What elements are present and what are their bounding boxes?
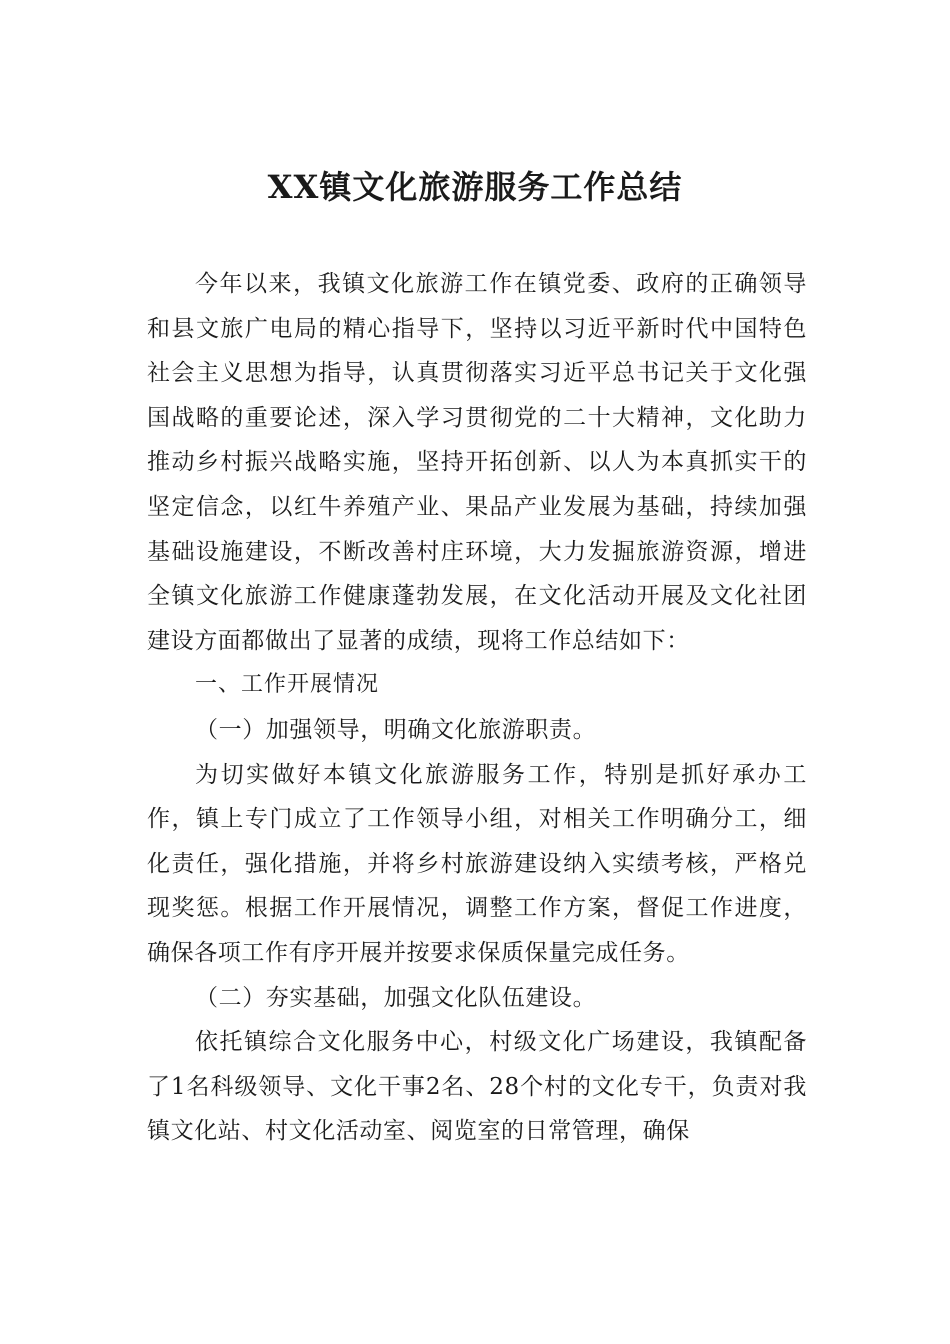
section-heading-1: 一、工作开展情况 [195, 672, 380, 698]
intro-paragraph: 今年以来，我镇文化旅游工作在镇党委、政府的正确领导和县文旅广电局的精心指导下，坚持以习近平新时代中国特色社会主义思想为指导，认真贯彻落实习近平总书记关于文化强国战略的重要论述，深入学习贯彻党的二十大精神，文化助力推动乡村振兴战略实施，坚持开拓创新、以人为本真抓实干的坚定信念，以红牛养殖产业、果品产业发展为基础，持续加强基础设施建设，不断改善村庄环境，大力发掘旅游资源，增进全镇文化旅游工作健康蓬勃发展，在文化活动开展及文化社团建设方面都做出了显著的成绩，现将工作总结如下： [147, 271, 807, 654]
document-body [147, 262, 807, 1154]
document-title: XX镇文化旅游服务工作总结 [267, 168, 683, 206]
subsection-paragraph-2: 依托镇综合文化服务中心，村级文化广场建设，我镇配备了1名科级领导、文化干事2名、28个村的文化专干，负责对我镇文化站、村文化活动室、阅览室的日常管理，确保 [147, 1029, 807, 1145]
subsection-paragraph-1: 为切实做好本镇文化旅游服务工作，特别是抓好承办工作，镇上专门成立了工作领导小组，对相关工作明确分工，细化责任，强化措施，并将乡村旅游建设纳入实绩考核，严格兑现奖惩。根据工作开展情况，调整工作方案，督促工作进度，确保各项工作有序开展并按要求保质保量完成任务。 [147, 761, 807, 966]
subsection-heading-2: （二）夯实基础，加强文化队伍建设。 [195, 984, 597, 1011]
subsection-heading-1: （一）加强领导，明确文化旅游职责。 [195, 716, 597, 743]
